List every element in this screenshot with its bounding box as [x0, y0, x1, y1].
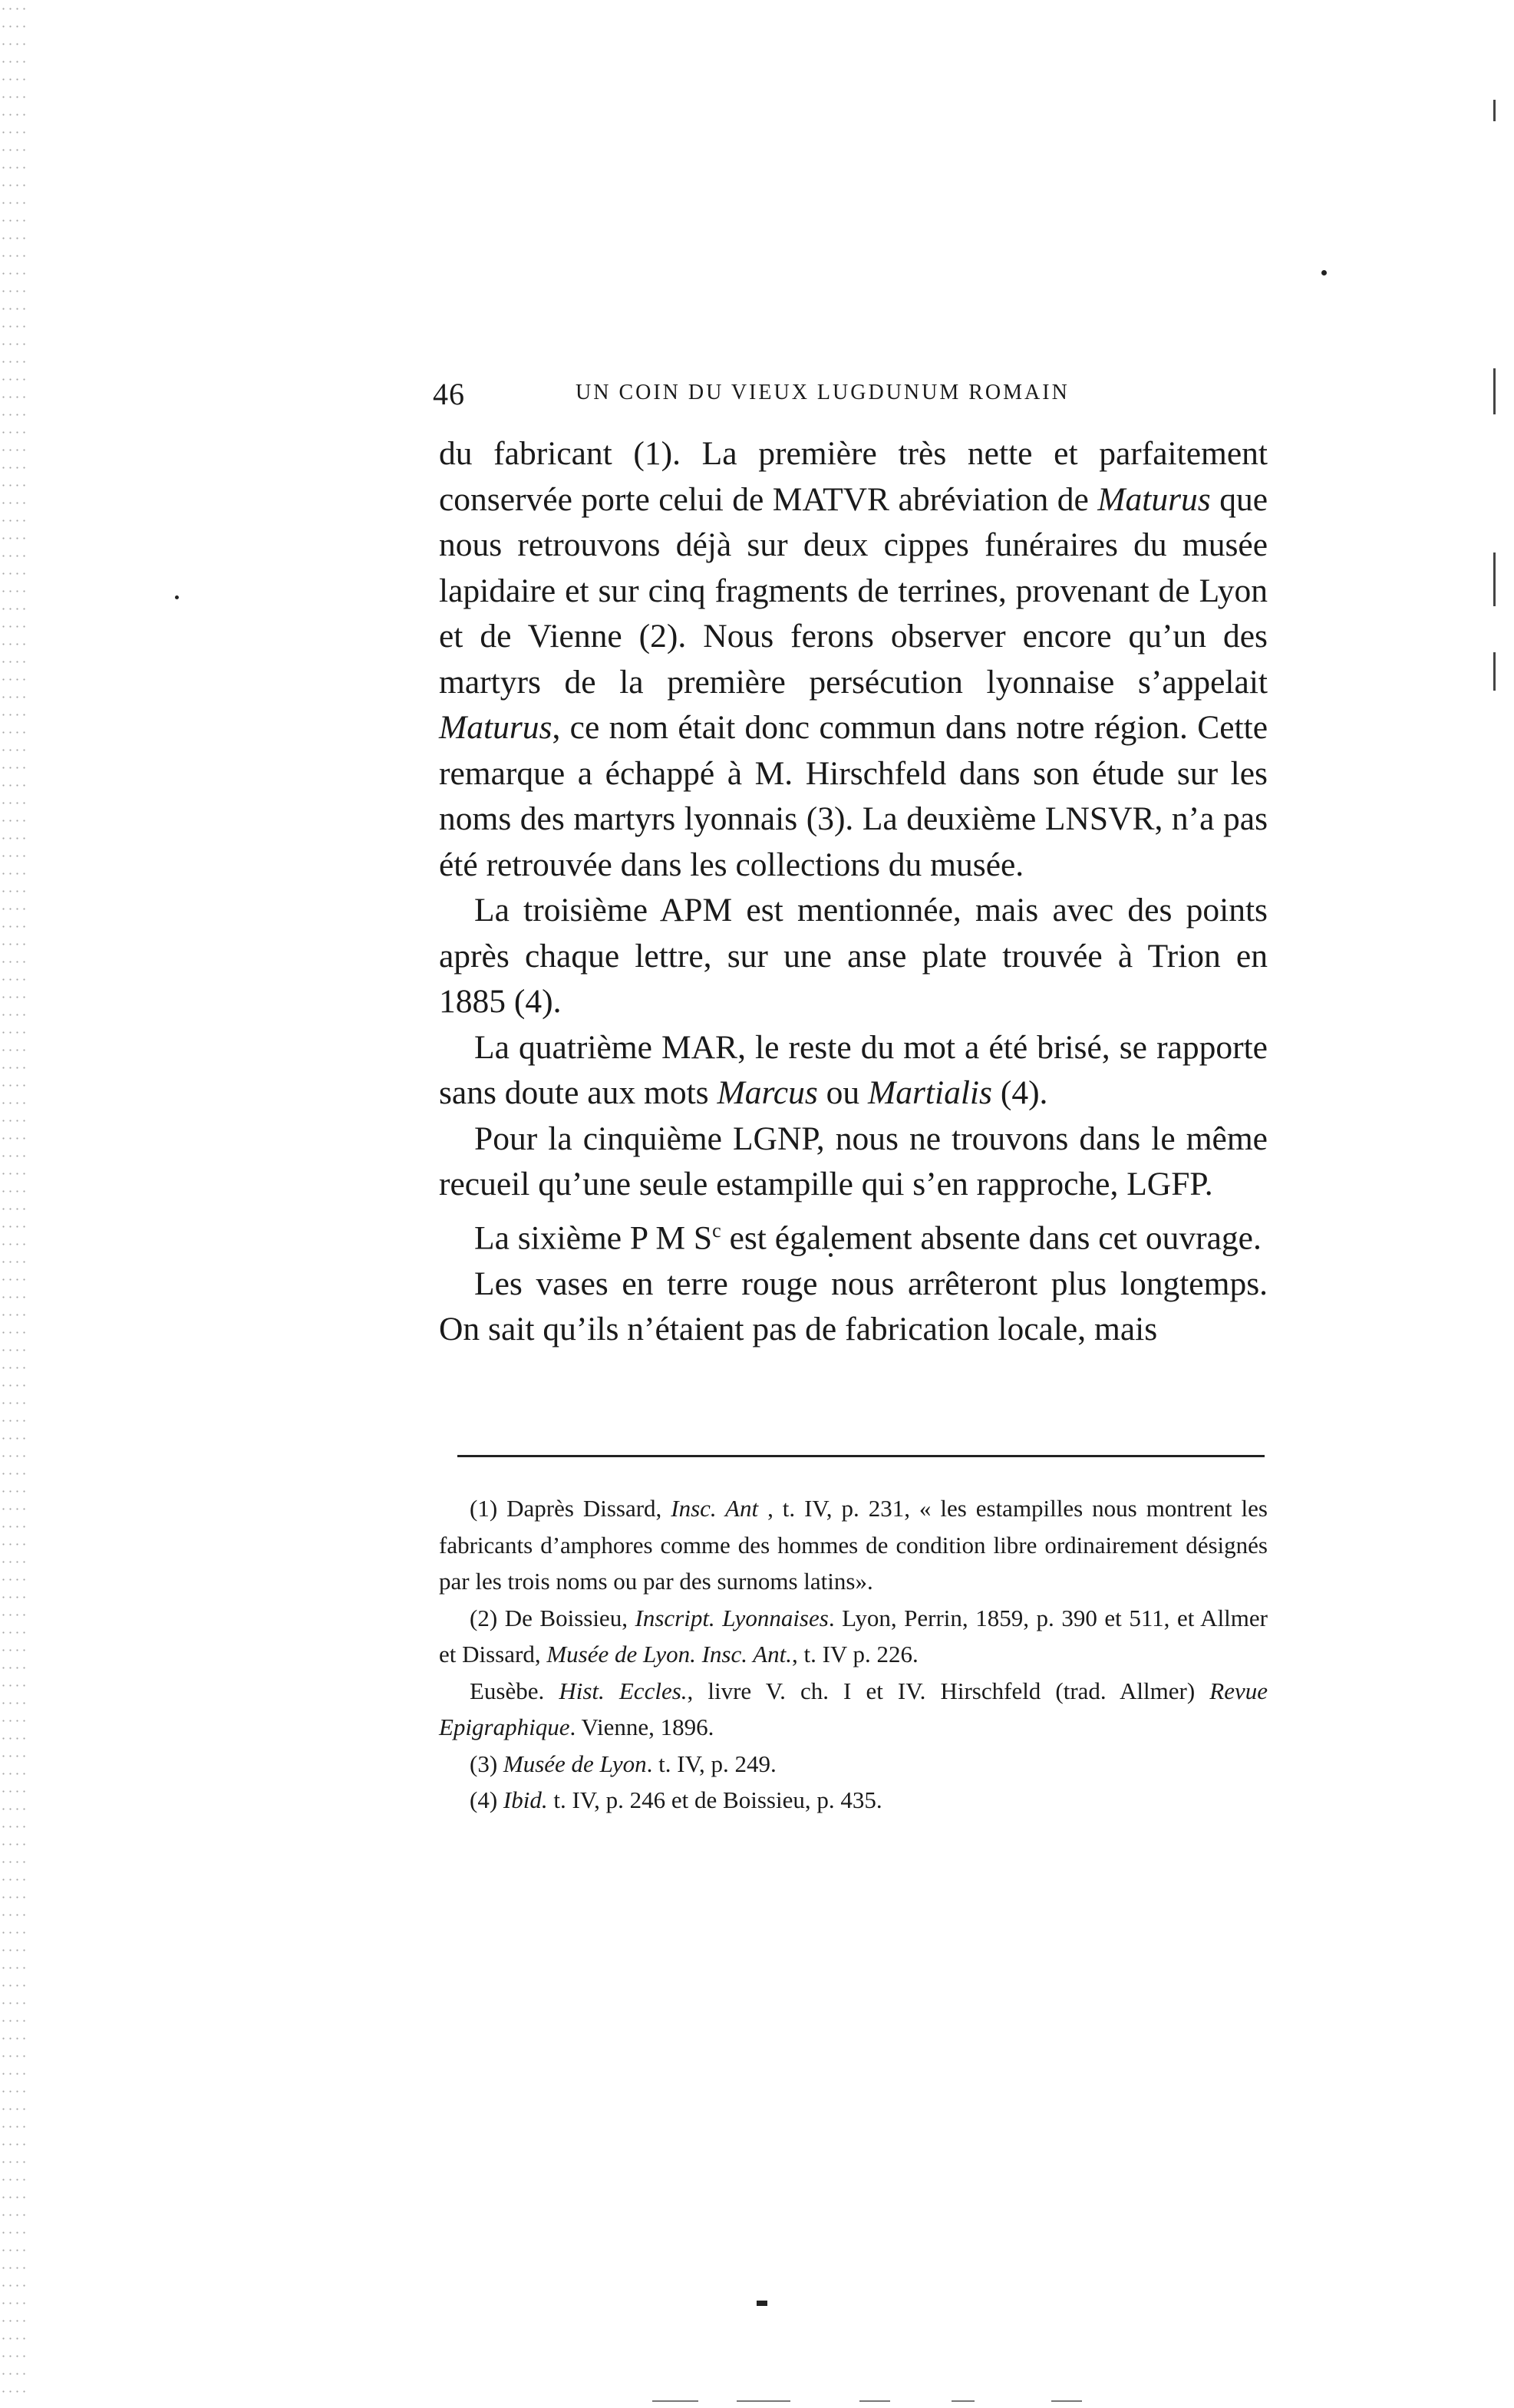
italic-run: Musée de Lyon: [503, 1750, 647, 1777]
footnote-rule: [457, 1455, 1265, 1457]
text-run: (1) Daprès Dissard,: [470, 1495, 671, 1522]
paragraph: [439, 1025, 1268, 1117]
italic-run: Maturus: [439, 709, 552, 746]
text-run: , t. IV, p. 231, « les estampilles nous montrent les fabricants d’amphores comme des hommes de condition libre ordinairement désignés par les trois noms ou par des surnoms latins».: [439, 1495, 1268, 1595]
italic-run: Maturus: [1097, 480, 1211, 518]
footnote: [439, 1600, 1268, 1673]
text-run: (4): [470, 1786, 503, 1813]
footnote: [439, 1746, 1268, 1783]
text-run: La quatrième MAR, le reste du mot a été brisé, se rapporte sans doute aux mots: [439, 1028, 1268, 1111]
italic-run: Revue Epigraphique: [439, 1677, 1268, 1740]
scan-edge-line: [1051, 2400, 1082, 2402]
footnotes: [439, 1490, 1268, 1819]
ink-speck: [175, 595, 179, 599]
text-run: (4).: [991, 1074, 1048, 1111]
text-run: . Lyon, Perrin, 1859, p. 390 et 511, et Allmer et Dissard,: [439, 1604, 1268, 1667]
italic-run: Marcus: [717, 1074, 818, 1111]
text-run: (3): [470, 1750, 503, 1777]
scan-edge-line: [859, 2400, 890, 2402]
scan-mark: [1493, 652, 1496, 691]
text-run: , livre V. ch. I et IV. Hirschfeld (trad. Allmer): [687, 1677, 1210, 1704]
italic-run: Ibid.: [503, 1786, 548, 1813]
footnote: [439, 1782, 1268, 1819]
italic-run: Musée de Lyon. Insc. Ant.: [546, 1641, 792, 1667]
ink-speck: [1321, 270, 1327, 275]
text-run: , t. IV p. 226.: [791, 1641, 919, 1667]
italic-run: Martialis: [868, 1074, 992, 1111]
italic-run: Hist. Eccles.: [559, 1677, 688, 1704]
paragraph: [439, 1208, 1268, 1262]
text-run: , ce nom était donc commun dans notre région. Cette remarque a échappé à M. Hirschfeld dans son étude sur les noms des martyrs lyonnais (3). La deuxième LNSVR, n’a pas été retrouvée dans les collections du musée.: [439, 709, 1268, 883]
page-header: [433, 373, 1269, 419]
paragraph: Les vases en terre rouge nous arrêteront plus longtemps. On sait qu’ils n’étaient pas de fabrication locale, mais: [439, 1265, 1268, 1347]
paragraph: Pour la cinquième LGNP, nous ne trouvons dans le même recueil qu’une seule estampille qui s’en rapproche, LGFP.: [439, 1120, 1268, 1202]
italic-run: Inscript. Lyonnaises: [635, 1604, 829, 1631]
text-run: (2) De Boissieu,: [470, 1604, 635, 1631]
superscript: c: [712, 1219, 721, 1242]
text-run: que nous retrouvons déjà sur deux cippes funéraires du musée lapidaire et sur cinq fragments de terrines, provenant de Lyon et de Vienne (2). Nous ferons observer encore qu’un des martyrs de la première persécution lyonnaise s’appelait: [439, 480, 1268, 701]
text-run: La sixième P M S: [474, 1219, 713, 1256]
scan-mark: [1493, 368, 1496, 414]
page-number: 46: [433, 377, 465, 411]
text-run: est également absente dans cet ouvrage.: [721, 1219, 1262, 1256]
text-run: Eusèbe.: [470, 1677, 559, 1704]
text-run: . t. IV, p. 249.: [646, 1750, 777, 1777]
text-run: t. IV, p. 246 et de Boissieu, p. 435.: [547, 1786, 882, 1813]
italic-run: Insc. Ant: [671, 1495, 759, 1522]
footnote: [439, 1673, 1268, 1746]
main-text: [439, 431, 1268, 1353]
scan-edge-artifacts: [0, 0, 28, 2408]
text-run: ou: [817, 1074, 869, 1111]
scan-edge-line: [652, 2400, 698, 2402]
paragraph: [439, 431, 1268, 888]
text-run: . Vienne, 1896.: [569, 1714, 714, 1740]
scan-edge-line: [952, 2400, 975, 2402]
scan-mark: [1493, 553, 1496, 606]
running-title: UN COIN DU VIEUX LUGDUNUM ROMAIN: [576, 381, 1070, 404]
paragraph: La troisième APM est mentionnée, mais avec des points après chaque lettre, sur une anse plate trouvée à Trion en 1885 (4).: [439, 892, 1268, 1020]
scan-mark: [1493, 100, 1496, 121]
ink-mark: [757, 2301, 767, 2306]
text-run: du fabricant (1). La première très nette et parfaitement conservée porte celui de MATVR abréviation de: [439, 435, 1268, 518]
scan-edge-line: [737, 2400, 790, 2402]
footnote: [439, 1490, 1268, 1600]
